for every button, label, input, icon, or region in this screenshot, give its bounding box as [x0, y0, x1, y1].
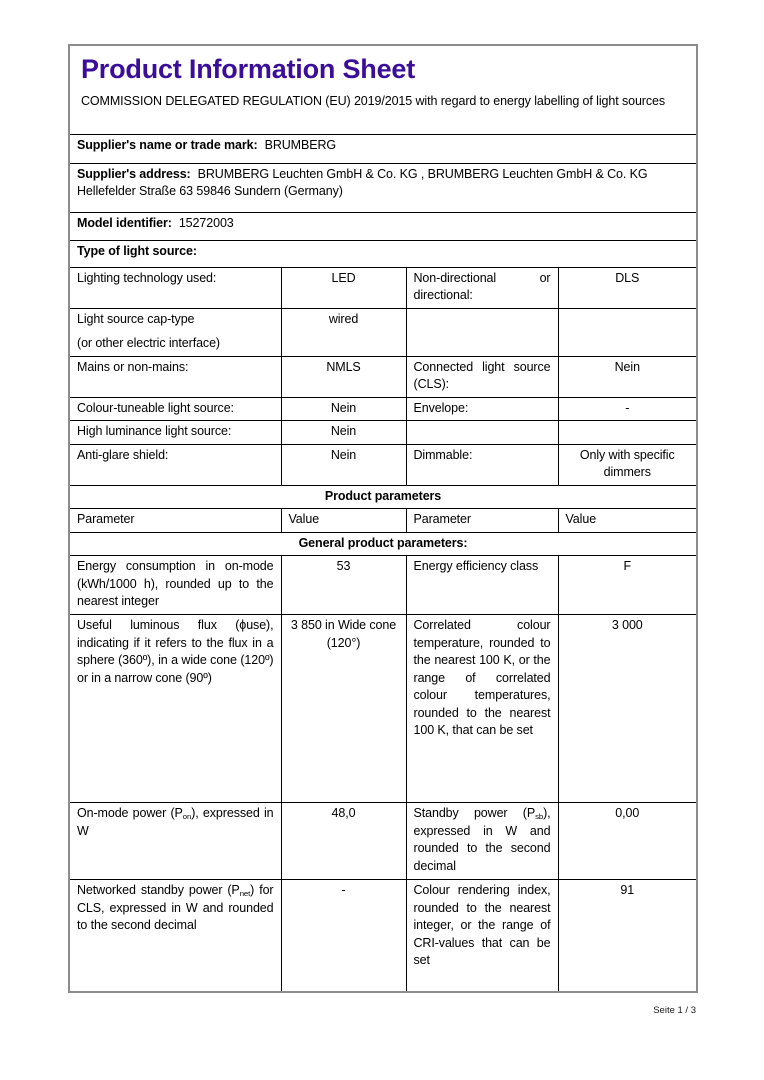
section-header-general-parameters: General product parameters:	[69, 532, 697, 556]
page-number: Seite 1 / 3	[653, 1005, 696, 1016]
param-value-cell: -	[281, 880, 406, 992]
param-value-cell: 3 000	[558, 615, 697, 803]
title-cell	[69, 45, 697, 134]
param-text: Standby power (P	[413, 806, 536, 820]
param-label-cell: Lighting technology used:	[69, 267, 281, 308]
param-value-cell: Nein	[281, 397, 406, 421]
param-label-cell	[69, 803, 281, 880]
param-label-cell: Colour-tuneable light source:	[69, 397, 281, 421]
table-row	[69, 240, 697, 267]
table-row	[69, 556, 697, 615]
table-row	[69, 356, 697, 397]
type-of-light-source-cell	[69, 240, 697, 267]
table-row	[69, 267, 697, 308]
param-value-cell: 91	[558, 880, 697, 992]
param-text: Networked standby power (P	[77, 883, 240, 897]
param-label-cell: Connected light source (CLS):	[406, 356, 558, 397]
param-text: ) for CLS, expressed in W and rounded to the second decimal	[77, 883, 274, 932]
param-label-cell: Useful luminous flux (ϕuse), indicating if it refers to the flux in a sphere (360º), in a wide cone (120º) or in a narrow cone (90º)	[69, 615, 281, 803]
table-row	[69, 163, 697, 212]
param-value-cell: -	[558, 397, 697, 421]
param-value-cell: Nein	[281, 444, 406, 485]
column-header: Parameter	[406, 509, 558, 533]
supplier-name-label: Supplier's name or trade mark:	[77, 137, 258, 152]
column-header: Parameter	[69, 509, 281, 533]
param-label-cell: Non-directional or directional:	[406, 267, 558, 308]
param-value-cell: DLS	[558, 267, 697, 308]
param-text: On-mode power (P	[77, 806, 183, 820]
model-identifier-label: Model identifier:	[77, 215, 172, 230]
param-value-cell: LED	[281, 267, 406, 308]
subscript: on	[182, 812, 192, 822]
param-value-cell: 3 850 in Wide cone (120°)	[281, 615, 406, 803]
param-label-cell: Correlated colour temperature, rounded to the nearest 100 K, or the range of correlated colour temperatures, rounded to the nearest 100 K, that can be set	[406, 615, 558, 803]
type-of-light-source-label: Type of light source:	[77, 243, 197, 258]
param-label-cell: Mains or non-mains:	[69, 356, 281, 397]
subscript: sb	[535, 812, 544, 822]
table-row	[69, 615, 697, 803]
param-value-cell: 48,0	[281, 803, 406, 880]
model-identifier-cell	[69, 212, 697, 240]
table-row	[69, 212, 697, 240]
param-label-cell	[69, 880, 281, 992]
supplier-address-label: Supplier's address:	[77, 166, 191, 181]
param-label-cell: Dimmable:	[406, 444, 558, 485]
table-row	[69, 421, 697, 445]
param-value-cell: Only with specific dimmers	[558, 444, 697, 485]
column-header: Value	[558, 509, 697, 533]
param-label-cell	[406, 308, 558, 356]
supplier-name-cell	[69, 134, 697, 163]
param-value-cell	[558, 421, 697, 445]
param-value-cell: F	[558, 556, 697, 615]
table-row	[69, 45, 697, 134]
param-value-cell: 0,00	[558, 803, 697, 880]
regulation-subtitle: COMMISSION DELEGATED REGULATION (EU) 2019/2015 with regard to energy labelling of light sources	[81, 94, 666, 109]
subscript: net	[239, 889, 251, 899]
param-label-cell: High luminance light source:	[69, 421, 281, 445]
table-row	[69, 803, 697, 880]
param-value-cell: 53	[281, 556, 406, 615]
param-label-cell	[406, 421, 558, 445]
supplier-address-cell	[69, 163, 697, 212]
column-header: Value	[281, 509, 406, 533]
table-row	[69, 134, 697, 163]
table-row	[69, 308, 697, 356]
cap-type-line1: Light source cap-type	[77, 311, 195, 326]
table-row	[69, 880, 697, 992]
supplier-address-value: BRUMBERG Leuchten GmbH & Co. KG , BRUMBERG Leuchten GmbH & Co. KG Hellefelder Straße 63 59846 Sundern (Germany)	[77, 166, 648, 198]
table-row	[69, 485, 697, 509]
param-text: ), expressed in W and rounded to the second decimal	[413, 806, 551, 873]
model-identifier-value: 15272003	[178, 215, 234, 230]
param-label-cell: Energy efficiency class	[406, 556, 558, 615]
param-label-cell	[406, 803, 558, 880]
page-title: Product Information Sheet	[81, 54, 416, 84]
param-value-cell: Nein	[558, 356, 697, 397]
param-label-cell	[69, 308, 281, 356]
product-info-table	[68, 44, 698, 993]
param-value-cell: Nein	[281, 421, 406, 445]
param-label-cell: Envelope:	[406, 397, 558, 421]
param-label-cell: Colour rendering index, rounded to the nearest integer, or the range of CRI-values that can be set	[406, 880, 558, 992]
table-row	[69, 444, 697, 485]
param-label-cell: Energy consumption in on-mode (kWh/1000 h), rounded up to the nearest integer	[69, 556, 281, 615]
param-value-cell: wired	[281, 308, 406, 356]
param-value-cell: NMLS	[281, 356, 406, 397]
param-label-cell: Anti-glare shield:	[69, 444, 281, 485]
table-row	[69, 532, 697, 556]
section-header-product-parameters: Product parameters	[69, 485, 697, 509]
param-text: ), expressed in W	[77, 806, 274, 838]
supplier-name-value: BRUMBERG	[264, 137, 337, 152]
table-row	[69, 397, 697, 421]
param-value-cell	[558, 308, 697, 356]
cap-type-line2: (or other electric interface)	[77, 336, 220, 350]
table-row	[69, 509, 697, 533]
